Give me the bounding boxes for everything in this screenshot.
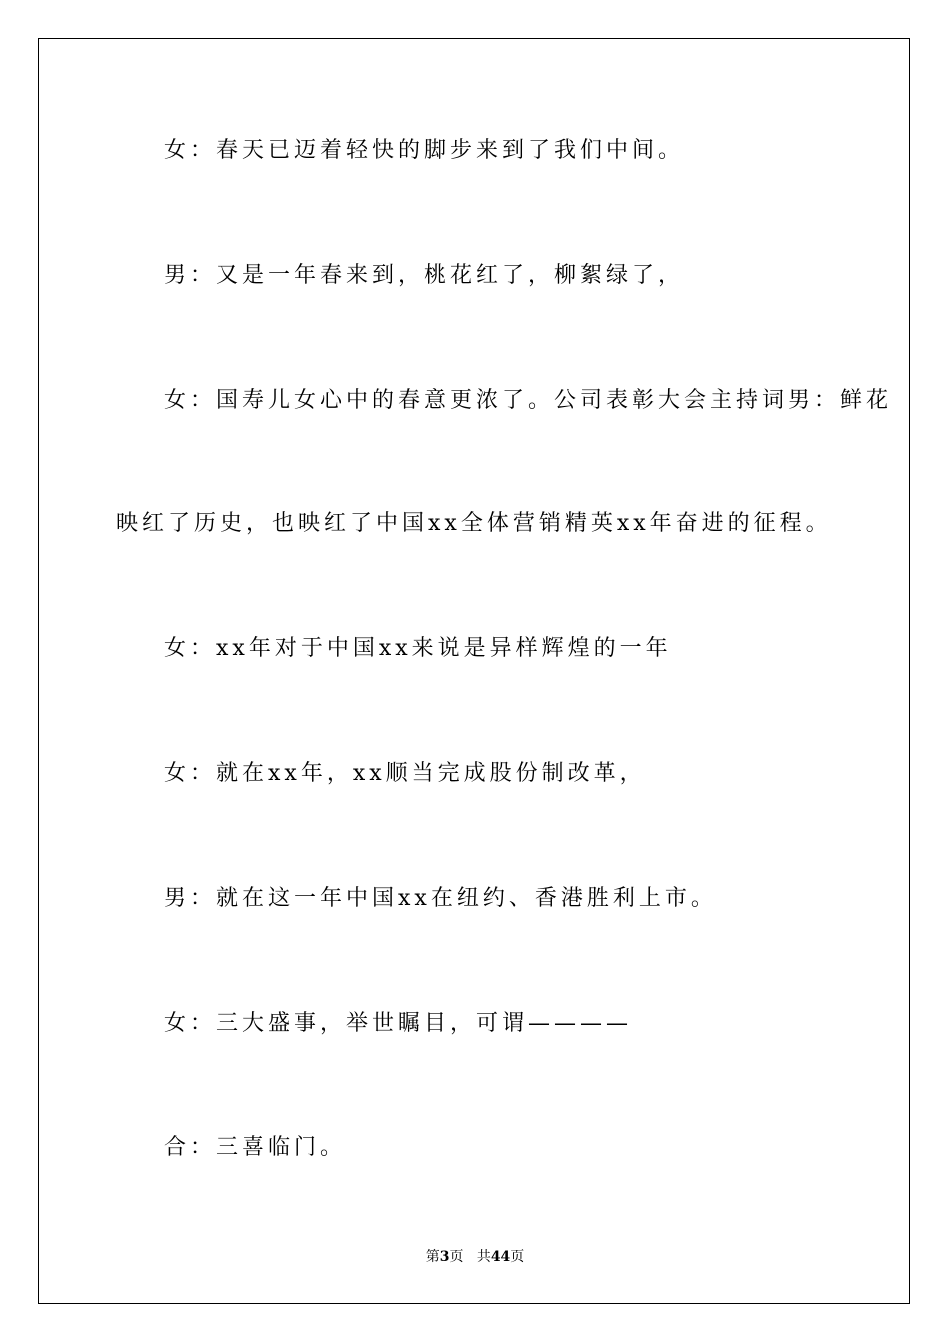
page-footer xyxy=(0,1248,950,1266)
paragraph-4: 女：xx年对于中国xx来说是异样辉煌的一年 xyxy=(164,636,672,661)
page-number-current: 3 xyxy=(439,1249,450,1265)
paragraph-3-continued: 映红了历史，也映红了中国xx全体营销精英xx年奋进的征程。 xyxy=(116,511,832,536)
paragraph-7: 女：三大盛事，举世瞩目，可谓———— xyxy=(164,1011,633,1036)
paragraph-2: 男：又是一年春来到，桃花红了，柳絮绿了， xyxy=(164,263,685,288)
page-number-prefix: 第 xyxy=(425,1249,440,1265)
paragraph-8: 合：三喜临门。 xyxy=(164,1135,347,1160)
page-total-suffix: 页 xyxy=(510,1249,525,1265)
paragraph-6: 男：就在这一年中国xx在纽约、香港胜利上市。 xyxy=(164,886,717,911)
page-total: 44 xyxy=(490,1249,511,1265)
paragraph-3: 女：国寿儿女心中的春意更浓了。公司表彰大会主持词男：鲜花 xyxy=(164,388,893,413)
page-number-suffix: 页 xyxy=(449,1249,464,1265)
page-frame xyxy=(38,38,910,1304)
page-total-prefix: 共 xyxy=(476,1249,491,1265)
paragraph-1: 女：春天已迈着轻快的脚步来到了我们中间。 xyxy=(164,138,685,163)
paragraph-5: 女：就在xx年，xx顺当完成股份制改革， xyxy=(164,761,646,786)
